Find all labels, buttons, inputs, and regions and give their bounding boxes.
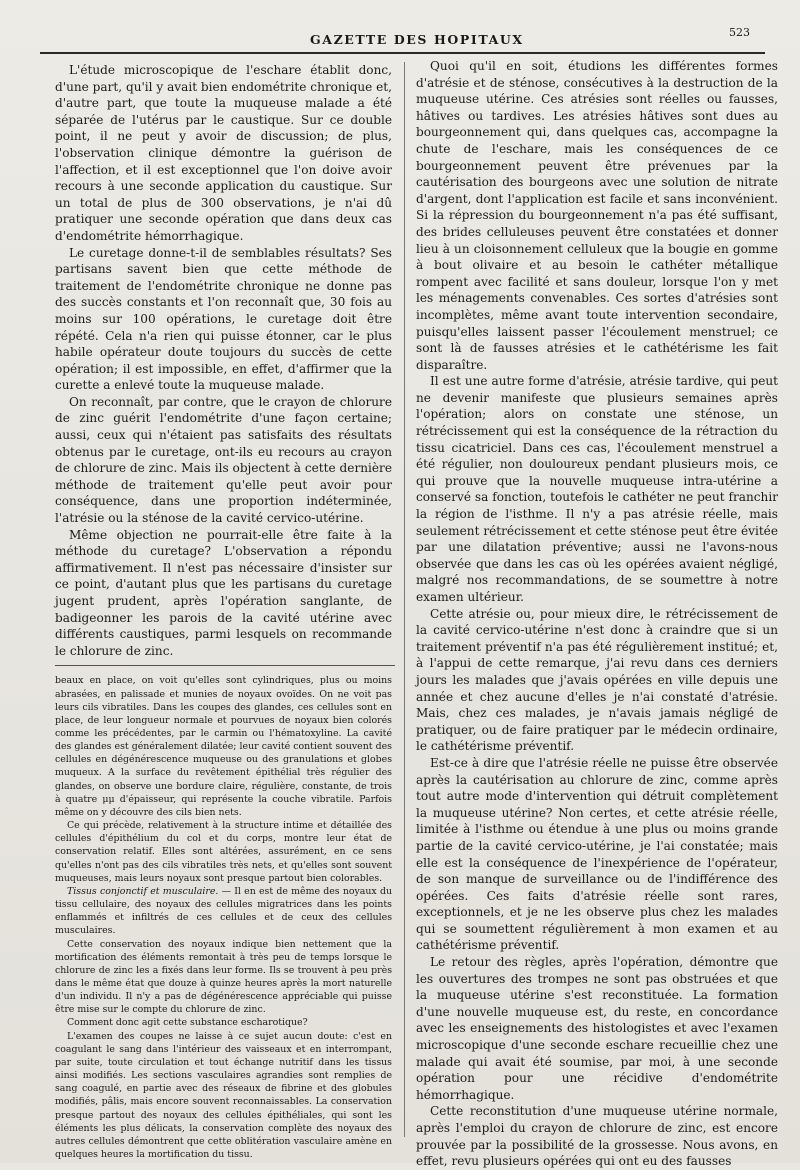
right-column (416, 58, 778, 1170)
footnote-paragraph-3: Cette conservation des noyaux indique bien nettement que la mortification des éléments remontait à très peu de temps lorsque le chlorure de zinc les a fixés dans leur forme. Ils se trouvent à peu près dans le même état que douze à quinze heures après la mort naturelle d'un individu. Il n'y a pas de dégénérescence appréciable qui puisse être mise sur le compte du chlorure de zinc. (55, 938, 392, 1016)
left-paragraph-1: L'étude microscopique de l'eschare établit donc, d'une part, qu'il y avait bien endométrite chronique et, d'autre part, que toute la muqueuse malade a été séparée de l'utérus par le caustique. Sur ce double point, il ne peut y avoir de discussion; de plus, l'observation clinique démontre la guérison de l'affection, et il est exceptionnel que l'on doive avoir recours à une seconde application du caustique. Sur un total de plus de 300 observations, je n'ai dû pratiquer une seconde opération que dans deux cas d'endométrite hémorrhagique. (55, 63, 392, 243)
left-column (55, 62, 392, 1161)
footnote (55, 674, 392, 1161)
right-paragraph-3: Cette atrésie ou, pour mieux dire, le rétrécissement de la cavité cervico-utérine n'est donc à craindre que si un traitement préventif n'a pas été régulièrement institué; et, à l'appui de cette remarque, j'ai revu dans ces derniers jours les malades que j'avais opérées en ville depuis une année et chez aucune d'elles je n'ai constaté d'atrésie. Mais, chez ces malades, je n'avais jamais négligé de pratiquer, ou de faire pratiquer par le médecin ordinaire, le cathétérisme préventif. (416, 606, 778, 754)
right-paragraph-1: Quoi qu'il en soit, étudions les différentes formes d'atrésie et de sténose, consécutives à la destruction de la muqueuse utérine. Ces atrésies sont réelles ou fausses, hâtives ou tardives. Les atrésies hâtives sont dues au bourgeonnement qui, dans quelques cas, accompagne la chute de l'eschare, mais les conséquences de ce bourgeonnement peuvent être prévenues par la cautérisation des bourgeons avec une solution de nitrate d'argent, dont l'application est facile et sans inconvénient. Si la répression du bourgeonnement n'a pas été suffisant, des brides celluleuses peuvent être constatées et donner lieu à un cloisonnement celluleux que la bougie en gomme à bout olivaire et au besoin le cathéter métallique rompent avec facilité et sans douleur, lorsque l'on y met les ménagements convenables. Ces sortes d'atrésies sont incomplètes, même avant toute intervention secondaire, puisqu'elles laissent passer l'écoulement menstruel; ce sont là de fausses atrésies et le cathétérisme les fait disparaître. (416, 59, 778, 372)
footnote-tissue-text: — Il en est de même des noyaux du tissu cellulaire, des noyaux des cellules migratrices dans les points enflammés et infiltrés de ces cellules et de ceux des cellules musculaires. (55, 885, 392, 937)
left-paragraph-4: Même objection ne pourrait-elle être faite à la méthode du curetage? L'observation a répondu affirmativement. Il n'est pas nécessaire d'insister sur ce point, d'autant plus que les partisans du curetage jugent prudent, après l'opération sanglante, de badigeonner les parois de la cavité utérine avec différents caustiques, parmi lesquels on recommande le chlorure de zinc. (55, 527, 392, 658)
footnote-paragraph-5: L'examen des coupes ne laisse à ce sujet aucun doute: c'est en coagulant le sang dans l'intérieur des vaisseaux et en interrompant, par suite, toute circulation et tout échange nutritif dans les tissus ainsi modifiés. Les sections vasculaires agrandies sont remplies de sang coagulé, en partie avec des réseaux de fibrine et des globules modifiés, pâlis, mais encore souvent reconnaissables. La conservation presque partout des noyaux des cellules épithéliales, qui sont les éléments les plus délicats, la conservation complète des noyaux des autres cellules démontrent que cette oblitération vasculaire amène en quelques heures la mortification du tissu. (55, 1030, 392, 1160)
left-paragraph-2: Le curetage donne-t-il de semblables résultats? Ses partisans savent bien que cette méthode de traitement de l'endométrite chronique ne donne pas des succès constants et l'on reconnaît que, 30 fois au moins sur 100 opérations, le curetage doit être répété. Cela n'a rien qui puisse étonner, car le plus habile opérateur doute toujours du succès de cette opération; il est impossible, en effet, d'affirmer que la curette a enlevé toute la muqueuse malade. (55, 245, 392, 393)
footnote-tissue-heading: Tissus conjonctif et musculaire. (67, 885, 219, 897)
footnote-separator (55, 665, 395, 666)
page-number: 523 (729, 26, 750, 39)
right-paragraph-5: Le retour des règles, après l'opération, démontre que les ouvertures des trompes ne sont pas obstruées et que la muqueuse utérine s'est reconstituée. La formation d'une nouvelle muqueuse est, du reste, en concordance avec les enseignements des histologistes et avec l'examen microscopique d'une seconde eschare recueillie chez une malade qui avait été soumise, par moi, à une seconde opération pour une récidive d'endométrite hémorrhagique. (416, 955, 778, 1102)
column-divider (404, 62, 405, 1137)
right-paragraph-6: Cette reconstitution d'une muqueuse utérine normale, après l'emploi du crayon de chlorure de zinc, est encore prouvée par la possibilité de la grossesse. Nous avons, en effet, revu plusieurs opérées qui ont eu des fausses (416, 1104, 778, 1169)
footnote-paragraph-2: Ce qui précède, relativement à la structure intime et détaillée des cellules d'épithélium du col et du corps, montre leur état de conservation relatif. Elles sont altérées, assurément, en ce sens qu'elles n'ont pas des cils vibratiles très nets, et qu'elles sont souvent muqueuses, mais leurs noyaux sont presque partout bien colorables. (55, 820, 392, 884)
right-paragraph-2: Il est une autre forme d'atrésie, atrésie tardive, qui peut ne devenir manifeste que plusieurs semaines après l'opération; alors on constate une sténose, un rétrécissement qui est la conséquence de la rétraction du tissu cicatriciel. Dans ces cas, l'écoulement menstruel a été régulier, non douloureux pendant plusieurs mois, ce qui prouve que la nouvelle muqueuse intra-utérine a conservé sa fonction, toutefois le cathéter ne peut franchir la région de l'isthme. Il n'y a pas atrésie réelle, mais seulement rétrécissement et cette sténose peut être évitée par une dilatation préventive; aussi ne l'avons-nous observée que dans les cas où les opérées avaient négligé, malgré nos recommandations, de se soumettre à notre examen ultérieur. (416, 374, 778, 604)
footnote-paragraph-4: Comment donc agit cette substance escharotique? (67, 1017, 308, 1029)
footnote-paragraph-1: beaux en place, on voit qu'elles sont cylindriques, plus ou moins abrasées, en palissade et munies de noyaux ovoïdes. On ne voit pas leurs cils vibratiles. Dans les coupes des glandes, ces cellules sont en place, de leur longueur normale et pourvues de noyaux bien colorés comme les précédentes, par le carmin ou l'hématoxyline. La cavité des glandes est généralement dilatée; leur cavité contient souvent des cellules en dégénérescence muqueuse ou des granulations et globes muqueux. A la surface du revêtement épithélial très régulier des glandes, on observe une bordure claire, régulière, constante, de trois à quatre μμ d'épaisseur, qui représente la couche vibratile. Parfois même on y découvre des cils bien nets. (55, 675, 392, 818)
right-paragraph-4: Est-ce à dire que l'atrésie réelle ne puisse être observée après la cautérisation au chlorure de zinc, comme après tout autre mode d'intervention qui détruit complètement la muqueuse utérine? Non certes, et cette atrésie réelle, limitée à l'isthme ou étendue à une plus ou moins grande partie de la cavité cervico-utérine, je l'ai constatée; mais elle est la conséquence de l'inexpérience de l'opérateur, de son manque de surveillance ou de l'indifférence des opérées. Ces faits d'atrésie réelle sont rares, exceptionnels, et je ne les observe plus chez les malades qui se soumettent régulièrement à mon examen et au cathétérisme préventif. (416, 755, 778, 953)
left-paragraph-3: On reconnaît, par contre, que le crayon de chlorure de zinc guérit l'endométrite d'une façon certaine; aussi, ceux qui n'étaient pas satisfaits des résultats obtenus par le curetage, ont-ils eu recours au crayon de chlorure de zinc. Mais ils objectent à cette dernière méthode de traitement qu'elle peut avoir pour conséquence, dans une proportion indéterminée, l'atrésie ou la sténose de la cavité cervico-utérine. (55, 394, 392, 526)
footnote-tissue-paragraph (55, 885, 392, 938)
page-header (40, 22, 770, 52)
header-rule (40, 52, 765, 54)
journal-title: GAZETTE DES HOPITAUX (310, 32, 524, 47)
